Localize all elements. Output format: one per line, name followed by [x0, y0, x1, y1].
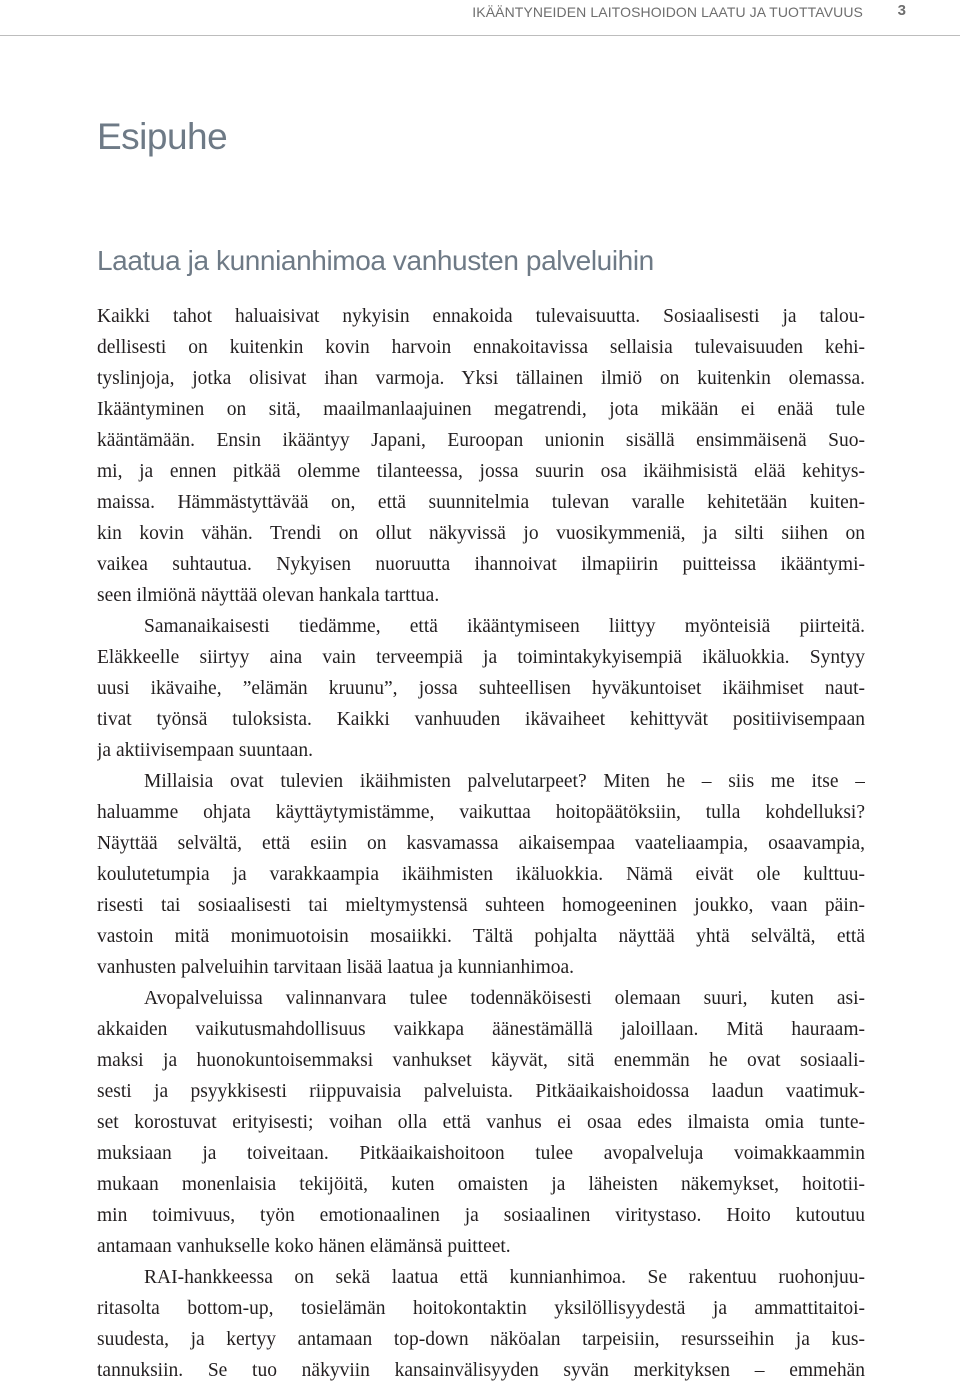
running-header — [0, 0, 960, 36]
text-line: tivat työnsä tuloksista. Kaikki vanhuuden ikävaiheet kehittyvät positiivisempaan — [97, 709, 865, 730]
text-line: maksi ja huonokuntoisemmaksi vanhukset käyvät, sitä enemmän he ovat sosiaali- — [97, 1050, 865, 1071]
text-line: seen ilmiönä näyttää olevan hankala tarttua. — [97, 585, 440, 606]
text-line: Millaisia ovat tulevien ikäihmisten palvelutarpeet? Miten he – siis me itse – — [144, 771, 865, 792]
text-line: risesti tai sosiaalisesti tai mieltymystensä suhteen homogeeninen joukko, vaan päin- — [97, 895, 865, 916]
text-line: ja aktiivisempaan suuntaan. — [97, 740, 314, 761]
section-title: Laatua ja kunnianhimoa vanhusten palveluihin — [97, 245, 654, 276]
body-text — [97, 301, 865, 1386]
text-line: koulutetumpia ja varakkaampia ikäihmisten ikäluokkia. Nämä eivät ole kulttuu- — [97, 864, 865, 885]
text-line: Ikääntyminen on sitä, maailmanlaajuinen megatrendi, jota mikään ei enää tule — [97, 399, 865, 420]
text-line: mi, ja ennen pitkää olemme tilanteessa, jossa suurin osa ikäihmisistä elää kehitys- — [97, 461, 865, 482]
text-line: set korostuvat erityisesti; voihan olla että vanhus ei osaa edes ilmaista omia tunte- — [97, 1112, 865, 1133]
text-line: Näyttää selvältä, että esiin on kasvamassa aikaisempaa vaateliaampia, osaavampia, — [97, 833, 865, 854]
text-line: maissa. Hämmästyttävää on, että suunnitelmia tulevan varalle kehitetään kuiten- — [97, 492, 865, 513]
text-line: dellisesti on kuitenkin kovin harvoin ennakoitavissa sellaisia tulevaisuuden kehi- — [97, 337, 865, 358]
page-number: 3 — [897, 2, 906, 19]
text-line: ritasolta bottom-up, tosielämän hoitokontaktin yksilöllisyydestä ja ammattitaitoi- — [97, 1298, 865, 1319]
text-line: Avopalveluissa valinnanvara tulee todennäköisesti olemaan suuri, kuten asi- — [144, 988, 865, 1009]
text-line: uusi ikävaihe, ”elämän kruunu”, jossa suhteellisen hyväkuntoiset ikäihmiset naut- — [97, 678, 865, 699]
text-line: tyslinjoja, jotka olisivat ihan varmoja. Yksi tällainen ilmiö on kuitenkin olemassa. — [97, 368, 865, 389]
text-line: antamaan vanhukselle koko hänen elämänsä puitteet. — [97, 1236, 511, 1257]
text-line: suudesta, ja kertyy antamaan top-down näköalan tarpeisiin, resursseihin ja kus- — [97, 1329, 865, 1350]
running-title: IKÄÄNTYNEIDEN LAITOSHOIDON LAATU JA TUOTTAVUUS — [472, 4, 863, 20]
text-line: kin kovin vähän. Trendi on ollut näkyvissä jo vuosikymmeniä, ja silti siihen on — [97, 523, 865, 544]
text-line: Kaikki tahot haluaisivat nykyisin ennakoida tulevaisuutta. Sosiaalisesti ja talou- — [97, 306, 865, 327]
text-line: RAI-hankkeessa on sekä laatua että kunnianhimoa. Se rakentuu ruohonjuu- — [144, 1267, 865, 1288]
text-line: muksiaan ja toiveitaan. Pitkäaikaishoitoon tulee avopalveluja voimakkaammin — [97, 1143, 865, 1164]
text-line: vastoin mitä monimuotoisin mosaiikki. Tältä pohjalta näyttää yhtä selvältä, että — [97, 926, 865, 947]
text-line: kääntämään. Ensin ikääntyy Japani, Euroopan unionin sisällä ensimmäisenä Suo- — [97, 430, 865, 451]
text-line: Samanaikaisesti tiedämme, että ikääntymiseen liittyy myönteisiä piirteitä. — [144, 616, 865, 637]
chapter-title: Esipuhe — [97, 116, 228, 157]
text-line: mukaan monenlaisia tekijöitä, kuten omaisten ja läheisten näkemykset, hoitotii- — [97, 1174, 865, 1195]
text-line: tannuksiin. Se tuo näkyviin kansainvälisyyden syvän merkityksen – emmehän — [97, 1360, 865, 1381]
text-line: vanhusten palveluihin tarvitaan lisää laatua ja kunnianhimoa. — [97, 957, 575, 978]
text-line: sesti ja psyykkisesti riippuvaisia palveluista. Pitkäaikaishoidossa laadun vaatimuk- — [97, 1081, 865, 1102]
text-line: akkaiden vaikutusmahdollisuus vaikkapa äänestämällä jaloillaan. Mitä hauraam- — [97, 1019, 865, 1040]
text-line: haluamme ohjata käyttäytymistämme, vaikuttaa hoitopäätöksiin, tulla kohdelluksi? — [97, 802, 865, 823]
text-line: vaikea suhtautua. Nykyisen nuoruutta ihannoivat ilmapiirin puitteissa ikääntymi- — [97, 554, 865, 575]
text-line: min toimivuus, työn emotionaalinen ja sosiaalinen viritystaso. Hoito kutoutuu — [97, 1205, 865, 1226]
text-line: Eläkkeelle siirtyy aina vain terveempiä ja toimintakykyisempiä ikäluokkia. Syntyy — [97, 647, 865, 668]
